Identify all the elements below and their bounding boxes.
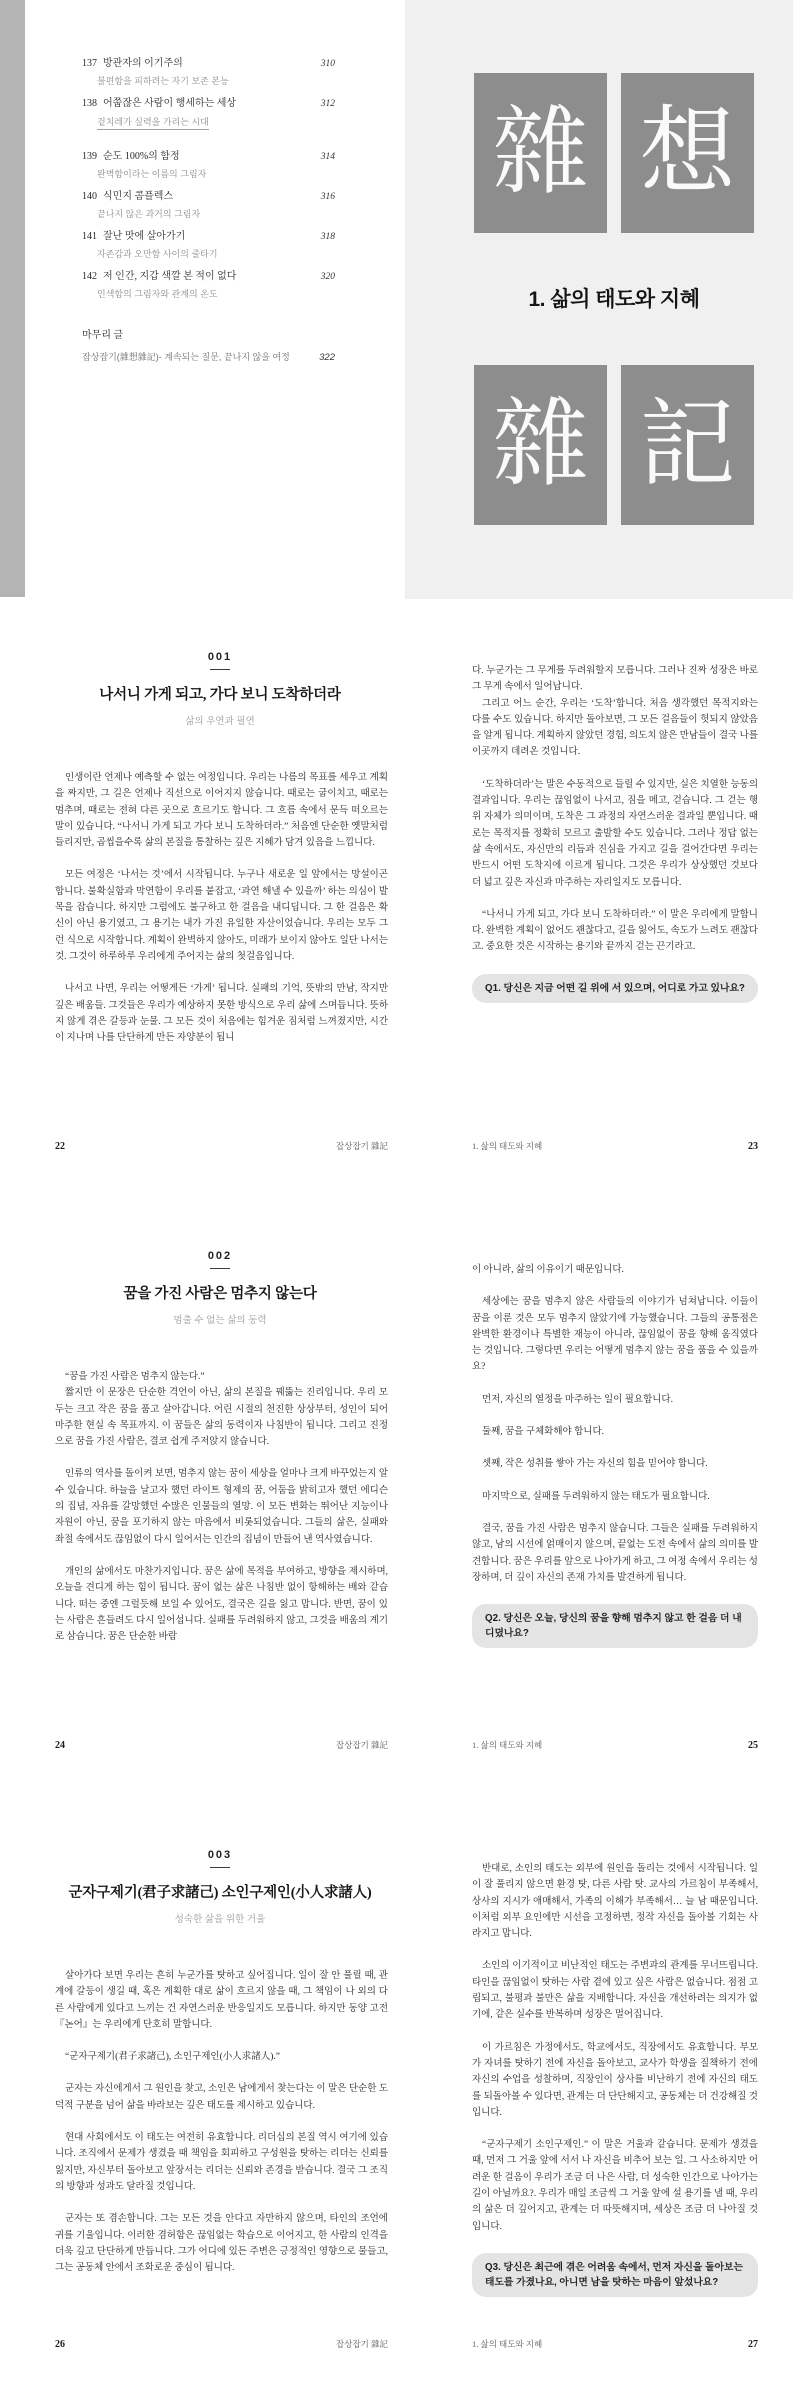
toc-entry-subtitle: 겉치레가 실력을 가리는 시대 <box>97 117 209 130</box>
left-page-body <box>55 1369 388 1645</box>
running-book-title: 잡상잡기 雜記 <box>336 2339 388 2349</box>
page-number: 23 <box>748 1141 758 1152</box>
running-section-title: 1. 삶의 태도와 지혜 <box>472 1740 543 1750</box>
body-paragraph: 반대로, 소인의 태도는 외부에 원인을 돌리는 것에서 시작됩니다. 일이 잘 풀리지 않으면 환경 탓, 다른 사람 탓. 교사의 가르침이 부족해서, 상사의 지시가 애매해서, 가족의 이해가 부족해서… 늘 남 때문입니다. 이처럼 외부 요인에만 시선을 고정하면, 정작 자신을 돌아볼 기회는 사라지고 맙니다. <box>472 1864 758 1940</box>
toc-entry-number: 140 <box>82 191 97 202</box>
cover-spine-strip <box>0 0 25 597</box>
toc-entry-page: 318 <box>320 232 335 242</box>
left-page-footer <box>55 2338 388 2350</box>
page-number: 26 <box>55 2339 65 2350</box>
toc-entry-subtitle: 불편함을 피하려는 자기 보존 본능 <box>97 76 229 86</box>
toc-entry-number: 138 <box>82 98 97 109</box>
chapter-title: 꿈을 가진 사람은 멈추지 않는다 <box>123 1286 317 1302</box>
toc-entry-number: 142 <box>82 271 97 282</box>
right-page-body <box>472 663 758 1003</box>
body-paragraph: 살아가다 보면 우리는 흔히 누군가를 탓하고 싶어집니다. 일이 잘 안 풀릴 때, 관계에 갈등이 생길 때, 혹은 계획한 대로 삶이 흐르지 않을 때, 그 책임이 나 외의 다른 사람에게 있다고 느끼는 건 자연스러운 반응일지도 모릅니다. 하지만 동양 고전 『논어』는 우리에게 단호히 말합니다. <box>55 1971 388 2030</box>
running-book-title: 잡상잡기 雜記 <box>336 1141 388 1151</box>
chapter-header <box>40 651 400 727</box>
body-paragraph: 세상에는 꿈을 멈추지 않은 사람들의 이야기가 넘쳐납니다. 이들이 꿈을 이룬 것은 모두 멈추지 않았기에 가능했습니다. 그들의 공통점은 완벽한 환경이나 특별한 재능이 아니라, 끊임없이 꿈을 향해 움직였다는 것입니다. 그렇다면 우리는 어떻게 멈추지 않는 꿈을 품을 수 있을까요? <box>472 1297 758 1373</box>
toc-closing-page: 322 <box>319 352 335 363</box>
spread-chapter-001 <box>0 599 810 1198</box>
hanja-square <box>474 73 607 233</box>
toc-entry <box>82 97 335 142</box>
page-number: 25 <box>748 1740 758 1751</box>
hanja-square <box>621 73 754 233</box>
chapter-number: 003 <box>207 1849 233 1861</box>
body-paragraph: “군자구제기(君子求諸己), 소인구제인(小人求諸人).” <box>65 2052 280 2063</box>
toc-closing-title: 잡상잡기(雜想雜記)- 계속되는 질문, 끝나지 않을 여정 <box>82 352 290 362</box>
body-paragraph: 나서고 나면, 우리는 어떻게든 ‘가게’ 됩니다. 실패의 기억, 뜻밖의 만남, 작지만 깊은 배움들. 그것들은 우리가 예상하지 못한 방식으로 우리 삶에 스며듭니다. 뜻하지 않게 겪은 갈등과 눈물. 그 모든 것이 처음에는 힘겨운 짐처럼 느껴졌지만, 시간이 지나며 나를 단단하게 만든 자양분이 됩니 <box>55 984 388 1044</box>
body-paragraph: 둘째, 꿈을 구체화해야 합니다. <box>482 1427 604 1438</box>
reflection-question-pill: Q2. 당신은 오늘, 당신의 꿈을 향해 멈추지 않고 한 걸음 더 내디뎠나요? <box>472 1604 758 1648</box>
hanja-square <box>474 365 607 525</box>
spread-chapter-002 <box>0 1198 810 1797</box>
body-paragraph: 결국, 꿈을 가진 사람은 멈추지 않습니다. 그들은 실패를 두려워하지 않고, 남의 시선에 얽매이지 않으며, 끝없는 도전 속에서 삶의 의미를 발견합니다. 꿈은 우리를 앞으로 나아가게 하고, 그 여정 속에서 우리는 성장하며, 더 깊이 자신의 존재 가치를 발견하게 됩니다. <box>472 1523 758 1583</box>
toc-entry-subtitle: 자존감과 오만함 사이의 줄타기 <box>97 249 218 259</box>
toc-entry <box>82 190 335 222</box>
hanja-glyph: 想 <box>639 99 736 206</box>
left-page-footer <box>55 1739 388 1751</box>
chapter-title: 군자구제기(君子求諸己) 소인구제인(小人求諸人) <box>68 1885 372 1901</box>
hanja-glyph: 雜 <box>492 99 589 206</box>
page-number: 27 <box>748 2339 758 2350</box>
chapter-title: 나서니 가게 되고, 가다 보니 도착하더라 <box>99 687 341 703</box>
body-paragraph: “나서니 가게 되고, 가다 보니 도착하더라.” 이 말은 우리에게 말합니다. 완벽한 계획이 없어도 괜찮다고, 길을 잃어도, 속도가 느려도 괜찮다고. 중요한 것은 시작하는 용기와 끝까지 걷는 끈기라고. <box>472 909 758 953</box>
toc-entry <box>82 230 335 262</box>
toc-entry <box>82 57 335 89</box>
body-paragraph: 마지막으로, 실패를 두려워하지 않는 태도가 필요합니다. <box>482 1491 710 1502</box>
hanja-glyph: 記 <box>639 391 736 498</box>
table-of-contents <box>82 57 335 363</box>
body-paragraph: 짧지만 이 문장은 단순한 격언이 아닌, 삶의 본질을 꿰뚫는 진리입니다. 우리 모두는 크고 작은 꿈을 품고 살아갑니다. 어린 시절의 천진한 상상부터, 성인이 되어 마주한 현실 속 목표까지. 이 꿈들은 삶의 동력이자 나침반이 됩니다. 그리고 진정으로 꿈을 가진 사람은, 결코 쉽게 주저앉지 않습니다. <box>55 1388 388 1448</box>
body-paragraph: 이 가르침은 가정에서도, 학교에서도, 직장에서도 유효합니다. 부모가 자녀를 탓하기 전에 자신을 돌아보고, 교사가 학생을 질책하기 전에 자신의 수업을 성찰하며, 직장인이 상사를 비난하기 전에 자신의 태도를 되돌아볼 수 있다면, 관계는 더 단단해지고, 공동체는 더 건강해질 것입니다. <box>472 2042 758 2118</box>
hanja-squares-top-row <box>474 73 754 233</box>
page-number: 22 <box>55 1141 65 1152</box>
toc-closing-label: 마무리 글 <box>82 330 124 341</box>
body-paragraph: 먼저, 자신의 열정을 마주하는 일이 필요합니다. <box>482 1394 673 1405</box>
toc-entry-title: 어쭙잖은 사람이 행세하는 세상 <box>103 98 237 109</box>
chapter-subtitle: 멈출 수 없는 삶의 동력 <box>173 1315 267 1326</box>
chapter-rule <box>210 1268 230 1269</box>
reflection-question-pill: Q3. 당신은 최근에 겪은 어려움 속에서, 먼저 자신을 돌아보는 태도를 가졌나요, 아니면 남을 탓하는 마음이 앞섰나요? <box>472 2253 758 2297</box>
toc-entry-title: 순도 100%의 함정 <box>103 151 180 162</box>
toc-entry-page: 310 <box>320 59 335 69</box>
body-paragraph: 현대 사회에서도 이 태도는 여전히 유효합니다. 리더십의 본질 역시 여기에 있습니다. 조직에서 문제가 생겼을 때 책임을 회피하고 구성원을 탓하는 리더는 신뢰를 잃지만, 자신부터 돌아보고 앞장서는 리더는 신뢰와 존경을 받습니다. 결국 그 조직의 방향과 성과도 달라질 것입니다. <box>55 2133 388 2192</box>
toc-entry-page: 314 <box>320 152 335 162</box>
running-section-title: 1. 삶의 태도와 지혜 <box>472 2339 543 2349</box>
toc-closing <box>82 326 335 363</box>
toc-entry <box>82 270 335 302</box>
toc-entry-number: 141 <box>82 231 97 242</box>
toc-entry-page: 316 <box>320 192 335 202</box>
toc-entry-page: 320 <box>320 272 335 282</box>
chapter-rule <box>210 669 230 670</box>
body-paragraph: 개인의 삶에서도 마찬가지입니다. 꿈은 삶에 목적을 부여하고, 방향을 제시하며, 오늘을 견디게 하는 힘이 됩니다. 꿈이 없는 삶은 나침반 없이 항해하는 배와 같습니다. 떠는 중엔 그럴듯해 보일 수 있어도, 결국은 길을 잃고 맙니다. 반면, 꿈이 있는 사람은 흔들려도 다시 일어섭니다. 실패를 두려워하지 않고, 그것을 배움의 계기로 삼습니다. 꿈은 단순한 바람 <box>55 1566 388 1643</box>
toc-entry-subtitle: 끝나지 않은 과거의 그림자 <box>97 209 201 219</box>
body-paragraph: “꿈을 가진 사람은 멈추지 않는다.” <box>65 1372 205 1382</box>
toc-entry <box>82 150 335 182</box>
body-paragraph: 인생이란 언제나 예측할 수 없는 여정입니다. 우리는 나름의 목표를 세우고 계획을 짜지만, 그 길은 언제나 직선으로 이어지지 않습니다. 때로는 굽이치고, 때로는 멈추며, 때로는 전혀 다른 곳으로 흐르기도 합니다. 그 흐름 속에서 문득 떠오르는 말이 있습니다. “나서니 가게 되고 가다 보니 도착하더라.” 처음엔 단순한 옛말처럼 들리지만, 곱씹을수록 삶의 본질을 통찰하는 깊은 지혜가 담겨 있음을 느낍니다. <box>55 773 388 849</box>
toc-entry-subtitle: 인색함의 그림자와 관계의 온도 <box>97 289 218 299</box>
toc-entry-list <box>82 57 335 302</box>
body-paragraph: 이 아니라, 삶의 이유이기 때문입니다. <box>472 1265 624 1275</box>
chapter-number: 002 <box>207 1250 233 1262</box>
page-number: 24 <box>55 1740 65 1751</box>
spread-chapter-003 <box>0 1797 810 2396</box>
chapter-subtitle: 성숙한 삶을 위한 거울 <box>174 1914 266 1925</box>
chapter-header <box>40 1849 400 1925</box>
right-page-body <box>472 1861 758 2297</box>
chapter-rule <box>210 1867 230 1868</box>
toc-entry-page: 312 <box>320 99 335 109</box>
left-page-body <box>55 1968 388 2276</box>
running-section-title: 1. 삶의 태도와 지혜 <box>472 1141 543 1151</box>
body-paragraph: 모든 여정은 ‘나서는 것’에서 시작됩니다. 누구나 새로운 일 앞에서는 망설이곤 합니다. 불확실함과 막연함이 우리를 붙잡고, ‘과연 해낼 수 있을까’ 하는 의심이 발목을 잡습니다. 하지만 그럼에도 불구하고 한 걸음을 내디딥니다. 그 한 걸음은 확신이 아닌 용기였고, 그 용기는 내가 가진 유일한 자산이었습니다. 우리는 모두 그런 식으로 시작합니다. 계획이 완벽하지 않아도, 미래가 보이지 않아도 일단 나서는 것. 그것이 하루하루 우리에게 주어지는 삶의 첫걸음입니다. <box>55 870 388 962</box>
left-page-body <box>55 770 388 1046</box>
right-page-footer <box>472 1140 758 1152</box>
body-paragraph: 소인의 이기적이고 비난적인 태도는 주변과의 관계를 무너뜨립니다. 타인을 끊임없이 탓하는 사람 곁에 있고 싶은 사람은 없습니다. 점점 고립되고, 불평과 불만은 삶을 지배합니다. 자신을 개선하려는 의지가 없기에, 같은 실수를 반복하며 성장은 멀어집니다. <box>472 1961 758 2021</box>
toc-entry-title: 방관자의 이기주의 <box>103 58 183 69</box>
body-paragraph: 군자는 자신에게서 그 원인을 찾고, 소인은 남에게서 찾는다는 이 말은 단순한 도덕적 구분을 넘어 삶을 바라보는 깊은 태도를 제시하고 있습니다. <box>55 2084 388 2111</box>
body-paragraph: 군자는 또 겸손합니다. 그는 모든 것을 안다고 자만하지 않으며, 타인의 조언에 귀를 기울입니다. 이러한 겸허함은 끊임없는 학습으로 이어지고, 한 사람의 인격을 더욱 깊고 단단하게 만듭니다. 그가 어디에 있든 주변은 긍정적인 영향으로 물들고, 그는 공동체 안에서 조화로운 중심이 됩니다. <box>55 2214 388 2274</box>
toc-entry-number: 137 <box>82 58 97 69</box>
toc-entry-subtitle: 완벽함이라는 이름의 그림자 <box>97 169 207 179</box>
body-paragraph: 다. 누군가는 그 무게를 두려워할지 모릅니다. 그러나 진짜 성장은 바로 그 무게 속에서 일어납니다. <box>472 666 758 693</box>
part-title: 1. 삶의 태도와 지혜 <box>528 288 700 311</box>
right-page-footer <box>472 1739 758 1751</box>
body-paragraph: 그리고 어느 순간, 우리는 ‘도착’합니다. 처음 생각했던 목적지와는 다를 수도 있습니다. 하지만 돌아보면, 그 모든 걸음들이 헛되지 않았음을 알게 됩니다. 계획하지 않았던 경험, 의도치 않은 만남들이 결국 나를 이곳까지 데려온 것입니다. <box>472 698 758 758</box>
running-book-title: 잡상잡기 雜記 <box>336 1740 388 1750</box>
right-page-footer <box>472 2338 758 2350</box>
chapter-number: 001 <box>207 651 233 663</box>
chapter-header <box>40 1250 400 1326</box>
left-page-footer <box>55 1140 388 1152</box>
toc-entry-title: 식민지 콤플렉스 <box>103 191 174 202</box>
hanja-squares-bottom-row <box>474 365 754 525</box>
hanja-glyph: 雜 <box>492 391 589 498</box>
toc-entry-title: 잘난 맛에 살아가기 <box>103 231 186 242</box>
chapter-subtitle: 삶의 우연과 필연 <box>185 716 255 727</box>
body-paragraph: ‘도착하더라’는 말은 수동적으로 들릴 수 있지만, 실은 치열한 능동의 결과입니다. 우리는 끊임없이 나서고, 짐을 메고, 걷습니다. 그 걷는 행위 자체가 의미이며, 도착은 그 과정의 자연스러운 결과일 뿐입니다. 때로는 목적지를 정확히 모르고 출발할 수도 있습니다. 그러나 정답 없는 삶 속에서도, 자신만의 리듬과 진심을 가지고 길을 걸어간다면 우리는 반드시 어떤 도착지에 이르게 됩니다. 그것은 우리가 상상했던 것보다 더 넓고 깊은 자신과 마주하는 자리일지도 모릅니다. <box>472 779 758 888</box>
toc-entry-title: 저 인간, 지갑 색깔 본 적이 없다 <box>103 271 237 282</box>
toc-entry-number: 139 <box>82 151 97 162</box>
reflection-question-pill: Q1. 당신은 지금 어떤 길 위에 서 있으며, 어디로 가고 있나요? <box>472 974 758 1003</box>
body-paragraph: 셋째, 작은 성취를 쌓아 가는 자신의 힘을 믿어야 합니다. <box>482 1459 708 1470</box>
body-paragraph: “군자구제기 소인구제인.” 이 말은 거울과 같습니다. 문제가 생겼을 때, 먼저 그 거울 앞에 서서 나 자신을 비추어 보는 일. 그 사소하지만 어려운 한 걸음이 우리가 조금 더 나은 사람, 더 성숙한 인간으로 나아가는 길이 아닐까요?. 우리가 매일 조금씩 그 거울 앞에 설 용기를 낼 때, 우리의 삶은 더 깊어지고, 관계는 더 따뜻해지며, 세상은 조금 더 나아질 것입니다. <box>472 2140 758 2232</box>
body-paragraph: 인류의 역사를 돌이켜 보면, 멈추지 않는 꿈이 세상을 얼마나 크게 바꾸었는지 알 수 있습니다. 하늘을 날고자 했던 라이트 형제의 꿈, 어둠을 밝히고자 했던 에디슨의 집념, 자유를 갈망했던 수많은 인물들의 열망. 이 모든 변화는 뛰어난 지능이나 자원이 아닌, 꿈을 포기하지 않는 마음에서 비롯되었습니다. 그들의 삶은, 실패와 좌절 속에서도 끊임없이 다시 일어서는 인간의 집념이 만들어 낸 역사였습니다. <box>55 1469 388 1545</box>
hanja-square <box>621 365 754 525</box>
right-page-body <box>472 1262 758 1648</box>
